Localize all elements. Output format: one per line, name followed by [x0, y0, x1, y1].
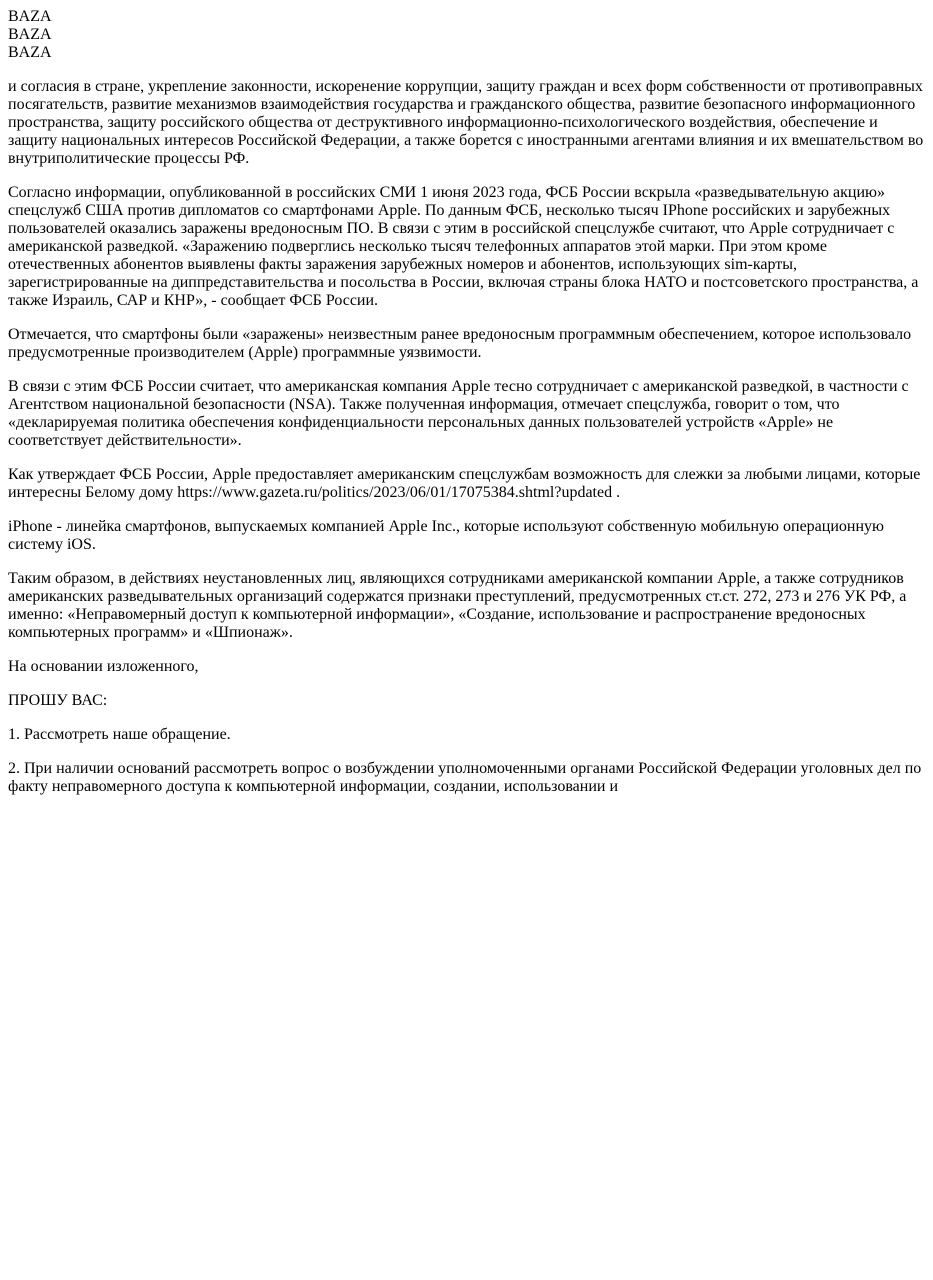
paragraph-malware: Отмечается, что смартфоны были «заражены» неизвестным ранее вредоносным программным обеспечением, которое использовало предусмотренные производителем (Apple) программные уязвимости.	[8, 326, 912, 361]
paragraph-iphone: iPhone - линейка смартфонов, выпускаемых компанией Apple Inc., которые используют собственную мобильную операционную систему iOS.	[8, 518, 884, 553]
document-page	[8, 8, 925, 796]
paragraph-surveillance-text: Как утверждает ФСБ России, Apple предоставляет американским спецслужбам возможность для слежки за любыми лицами, которые интересны Белому дому	[8, 466, 921, 501]
paragraph-mission: и согласия в стране, укрепление законности, искоренение коррупции, защиту граждан и всех форм собственности от противоправных посягательств, развитие механизмов взаимодействия государства и гражданского общества, развитие безопасного информационного пространства, защиту российского общества от деструктивного информационно-психологического воздействия, обеспечение и защиту национальных интересов Российской Федерации, а также борется с иностранными агентами влияния и их вмешательством во внутриполитические процессы РФ.	[8, 78, 924, 167]
watermark-logo: BAZA	[8, 8, 52, 25]
request-item-2: 2. При наличии оснований рассмотреть вопрос о возбуждении уполномоченными органами Российской Федерации уголовных дел по факту неправомерного доступа к компьютерной информации, создании, использовании и	[8, 760, 922, 795]
request-heading: ПРОШУ ВАС:	[8, 692, 108, 709]
source-link[interactable]: https://www.gazeta.ru/politics/2023/06/01/17075384.shtml?updated	[177, 484, 613, 501]
request-item-1: 1. Рассмотреть наше обращение.	[8, 726, 231, 743]
watermark-logo: BAZA	[8, 26, 52, 43]
watermark-logo: BAZA	[8, 44, 52, 61]
paragraph-surveillance-tail: .	[612, 484, 621, 501]
paragraph-basis: На основании изложенного,	[8, 658, 199, 675]
document-body	[8, 78, 925, 796]
paragraph-nsa: В связи с этим ФСБ России считает, что американская компания Apple тесно сотрудничает с американской разведкой, в частности с Агентством национальной безопасности (NSA). Также полученная информация, отмечает спецслужба, говорит о том, что «декларируемая политика обеспечения конфиденциальности персональных данных пользователей устройств «Apple» не соответствует действительности».	[8, 378, 909, 449]
paragraph-surveillance	[8, 466, 925, 502]
paragraph-fsb-report: Согласно информации, опубликованной в российских СМИ 1 июня 2023 года, ФСБ России вскрыла «разведывательную акцию» спецслужб США против дипломатов со смартфонами Apple. По данным ФСБ, несколько тысяч IPhone российских и зарубежных пользователей оказались заражены вредоносным ПО. В связи с этим в российской спецслужбе считают, что Apple сотрудничает с американской разведкой. «Заражению подверглись несколько тысяч телефонных аппаратов этой марки. При этом кроме отечественных абонентов выявлены факты заражения зарубежных номеров и абонентов, использующих sim-карты, зарегистрированные на диппредставительства и посольства в России, включая страны блока НАТО и постсоветского пространства, а также Израиль, САР и КНР», - сообщает ФСБ России.	[8, 184, 919, 309]
paragraph-crimes: Таким образом, в действиях неустановленных лиц, являющихся сотрудниками американской компании Apple, а также сотрудников американских разведывательных организаций содержатся признаки преступлений, предусмотренных ст.ст. 272, 273 и 276 УК РФ, а именно: «Неправомерный доступ к компьютерной информации», «Создание, использование и распространение вредоносных компьютерных программ» и «Шпионаж».	[8, 570, 907, 641]
